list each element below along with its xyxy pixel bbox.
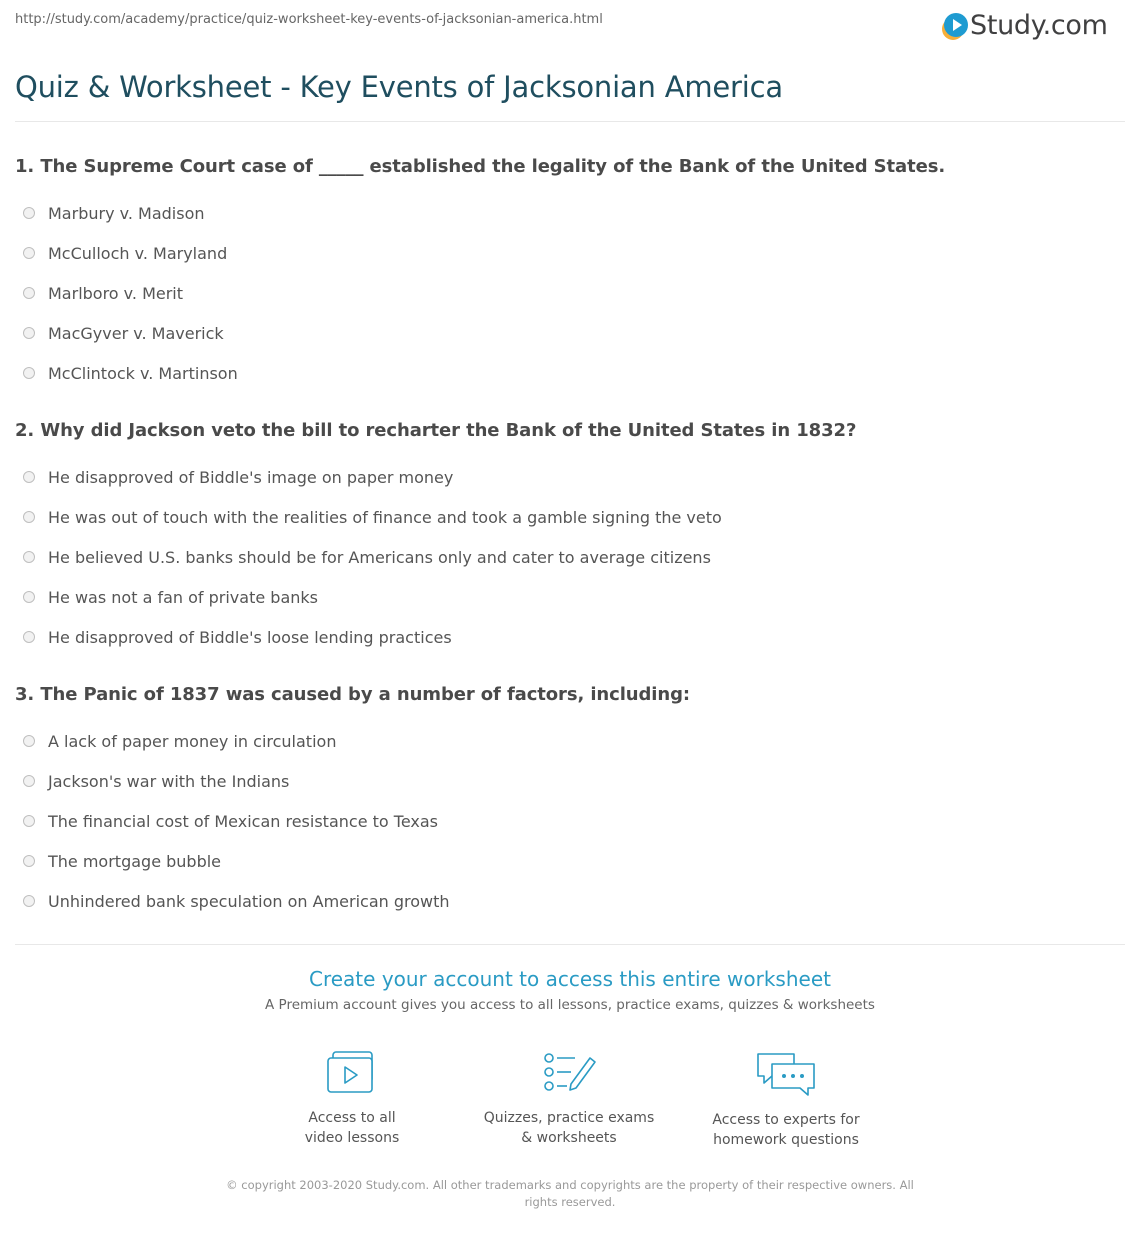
feature-line-2: & worksheets (521, 1130, 617, 1146)
answer-option[interactable] (15, 841, 1125, 881)
answer-label: Jackson's war with the Indians (48, 771, 290, 791)
answer-label: He disapproved of Biddle's loose lending practices (48, 627, 452, 647)
answer-option[interactable] (15, 801, 1125, 841)
video-lesson-icon (324, 1050, 380, 1096)
answer-option[interactable] (15, 233, 1125, 273)
feature-line-1: Access to all (308, 1110, 396, 1126)
radio-button[interactable] (23, 511, 35, 523)
answer-option[interactable] (15, 537, 1125, 577)
radio-button[interactable] (23, 815, 35, 827)
answer-option[interactable] (15, 881, 1125, 921)
feature-experts (696, 1050, 876, 1150)
feature-line-1: Quizzes, practice exams (483, 1110, 655, 1126)
answer-option[interactable] (15, 353, 1125, 393)
radio-button[interactable] (23, 327, 35, 339)
answer-option[interactable] (15, 457, 1125, 497)
chat-bubbles-icon (754, 1050, 818, 1098)
radio-button[interactable] (23, 247, 35, 259)
answer-label: The financial cost of Mexican resistance to Texas (48, 811, 438, 831)
feature-quizzes (479, 1050, 659, 1148)
answer-option[interactable] (15, 721, 1125, 761)
question-title: 2. Why did Jackson veto the bill to recharter the Bank of the United States in 1832? (15, 420, 857, 441)
answer-option[interactable] (15, 193, 1125, 233)
radio-button[interactable] (23, 735, 35, 747)
radio-button[interactable] (23, 895, 35, 907)
answer-option[interactable] (15, 577, 1125, 617)
feature-video-lessons (262, 1050, 442, 1148)
answer-label: He was not a fan of private banks (48, 587, 318, 607)
cta-title[interactable]: Create your account to access this entire worksheet (309, 967, 831, 991)
logo-text: Study.com (970, 9, 1108, 41)
question-1 (15, 156, 1125, 393)
answer-label: Unhindered bank speculation on American growth (48, 891, 450, 911)
feature-line-1: Access to experts for (712, 1112, 860, 1128)
question-3 (15, 684, 1125, 921)
question-title: 3. The Panic of 1837 was caused by a number of factors, including: (15, 684, 690, 705)
answer-label: McClintock v. Martinson (48, 363, 238, 383)
answer-option[interactable] (15, 313, 1125, 353)
feature-line-2: video lessons (304, 1130, 400, 1146)
answer-label: MacGyver v. Maverick (48, 323, 224, 343)
answer-label: Marbury v. Madison (48, 203, 205, 223)
play-logo-icon (944, 13, 968, 37)
answer-label: He believed U.S. banks should be for Americans only and cater to average citizens (48, 547, 711, 567)
quiz-checklist-icon (541, 1050, 597, 1096)
study-logo[interactable] (944, 8, 1108, 42)
radio-button[interactable] (23, 855, 35, 867)
title-divider (15, 121, 1125, 122)
answer-option[interactable] (15, 761, 1125, 801)
radio-button[interactable] (23, 367, 35, 379)
cta-subtitle: A Premium account gives you access to all lessons, practice exams, quizzes & worksheets (265, 997, 875, 1013)
answer-label: He was out of touch with the realities of finance and took a gamble signing the veto (48, 507, 722, 527)
answer-option[interactable] (15, 617, 1125, 657)
radio-button[interactable] (23, 551, 35, 563)
radio-button[interactable] (23, 775, 35, 787)
question-2 (15, 420, 1125, 657)
answer-option[interactable] (15, 497, 1125, 537)
copyright-text: © copyright 2003-2020 Study.com. All other trademarks and copyrights are the property of their respective owners. All rights reserved. (226, 1178, 914, 1209)
page-title: Quiz & Worksheet - Key Events of Jacksonian America (15, 70, 783, 104)
answer-label: He disapproved of Biddle's image on paper money (48, 467, 454, 487)
answer-label: McCulloch v. Maryland (48, 243, 228, 263)
radio-button[interactable] (23, 591, 35, 603)
radio-button[interactable] (23, 631, 35, 643)
radio-button[interactable] (23, 207, 35, 219)
answer-option[interactable] (15, 273, 1125, 313)
answer-label: Marlboro v. Merit (48, 283, 184, 303)
question-title: 1. The Supreme Court case of _____ established the legality of the Bank of the United States. (15, 156, 946, 177)
answer-label: A lack of paper money in circulation (48, 731, 337, 751)
radio-button[interactable] (23, 471, 35, 483)
section-divider (15, 944, 1125, 945)
radio-button[interactable] (23, 287, 35, 299)
answer-label: The mortgage bubble (48, 851, 222, 871)
page-url: http://study.com/academy/practice/quiz-worksheet-key-events-of-jacksonian-america.html (15, 12, 603, 27)
feature-line-2: homework questions (713, 1132, 859, 1148)
